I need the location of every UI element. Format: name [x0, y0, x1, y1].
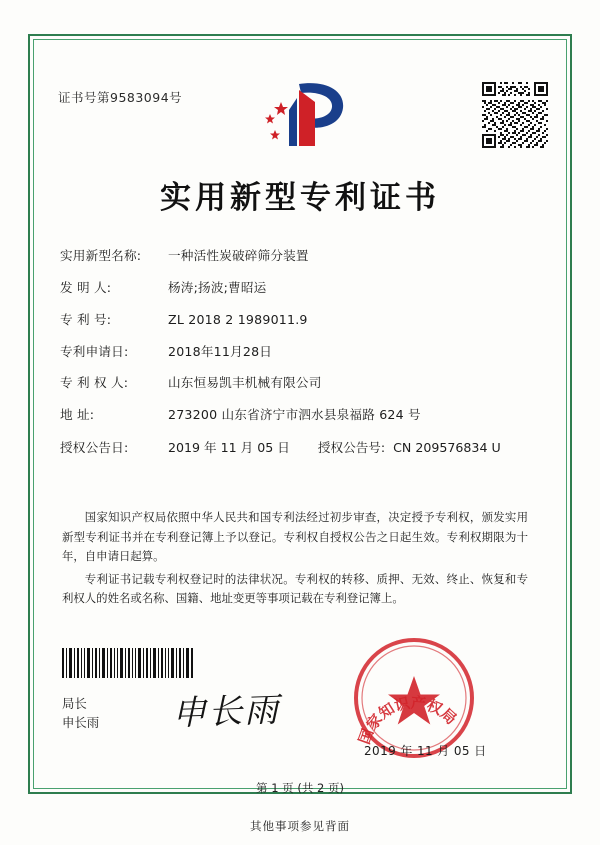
field-value: 2018年11月28日	[168, 343, 273, 359]
field-label: 专利申请日:	[60, 343, 129, 359]
svg-text:国家知识产权局: 国家知识产权局	[355, 693, 461, 747]
field-row-patentee	[60, 375, 530, 391]
field-label: 发 明 人:	[60, 279, 112, 295]
certificate-number: 证书号第9583094号	[58, 90, 183, 105]
field-label-grant-number: 授权公告号:	[317, 439, 386, 455]
field-row-invention-name	[60, 248, 530, 264]
page-title: 实用新型专利证书	[160, 180, 440, 216]
director-name: 申长雨	[62, 715, 100, 731]
fields-list	[60, 248, 530, 472]
corner-ornament-top-right	[556, 34, 572, 50]
body-paragraph-1: 国家知识产权局依照中华人民共和国专利法经过初步审查，决定授予专利权，颁发实用新型专利证书并在专利登记簿上予以登记。专利权自授权公告之日起生效。专利权期限为十年，自申请日起算。	[62, 510, 528, 564]
page-number: 第 1 页 (共 2 页)	[256, 781, 344, 795]
field-value: 杨涛;扬波;曹昭运	[168, 279, 267, 295]
field-label: 地 址:	[60, 407, 95, 423]
director-label: 局长	[62, 696, 87, 711]
field-value: 273200 山东省济宁市泗水县泉福路 624 号	[168, 407, 421, 423]
field-value: ZL 2018 2 1989011.9	[168, 311, 308, 327]
field-value: 山东恒易凯丰机械有限公司	[168, 375, 322, 391]
field-value-grant-date: 2019 年 11 月 05 日	[168, 439, 290, 455]
body-paragraph-2: 专利证书记载专利权登记时的法律状况。专利权的转移、质押、无效、终止、恢复和专利权人的姓名或名称、国籍、地址变更等事项记载在专利登记簿上。	[62, 571, 528, 606]
qr-code-icon	[482, 82, 548, 148]
field-row-application-date	[60, 344, 530, 360]
field-row-inventor	[60, 280, 530, 296]
field-label: 实用新型名称:	[60, 248, 142, 263]
field-row-address	[60, 407, 530, 423]
field-row-grant-announcement	[60, 440, 530, 456]
field-label: 专 利 权 人:	[60, 375, 129, 391]
seal-date: 2019 年 11 月 05 日	[364, 744, 487, 758]
field-label-grant-date: 授权公告日:	[60, 439, 129, 455]
field-row-patent-number	[60, 312, 530, 328]
barcode-icon	[62, 648, 194, 678]
field-value-grant-number: CN 209576834 U	[393, 439, 501, 455]
cnipa-logo-icon	[255, 80, 347, 154]
corner-ornament-top-left	[28, 34, 44, 50]
body-text	[62, 508, 528, 612]
director-title-block	[62, 694, 99, 732]
field-label: 专 利 号:	[60, 311, 112, 327]
footer-note: 其他事项参见背面	[250, 819, 350, 833]
field-value: 一种活性炭破碎筛分装置	[168, 248, 309, 263]
handwritten-signature: 申长雨	[171, 690, 281, 734]
